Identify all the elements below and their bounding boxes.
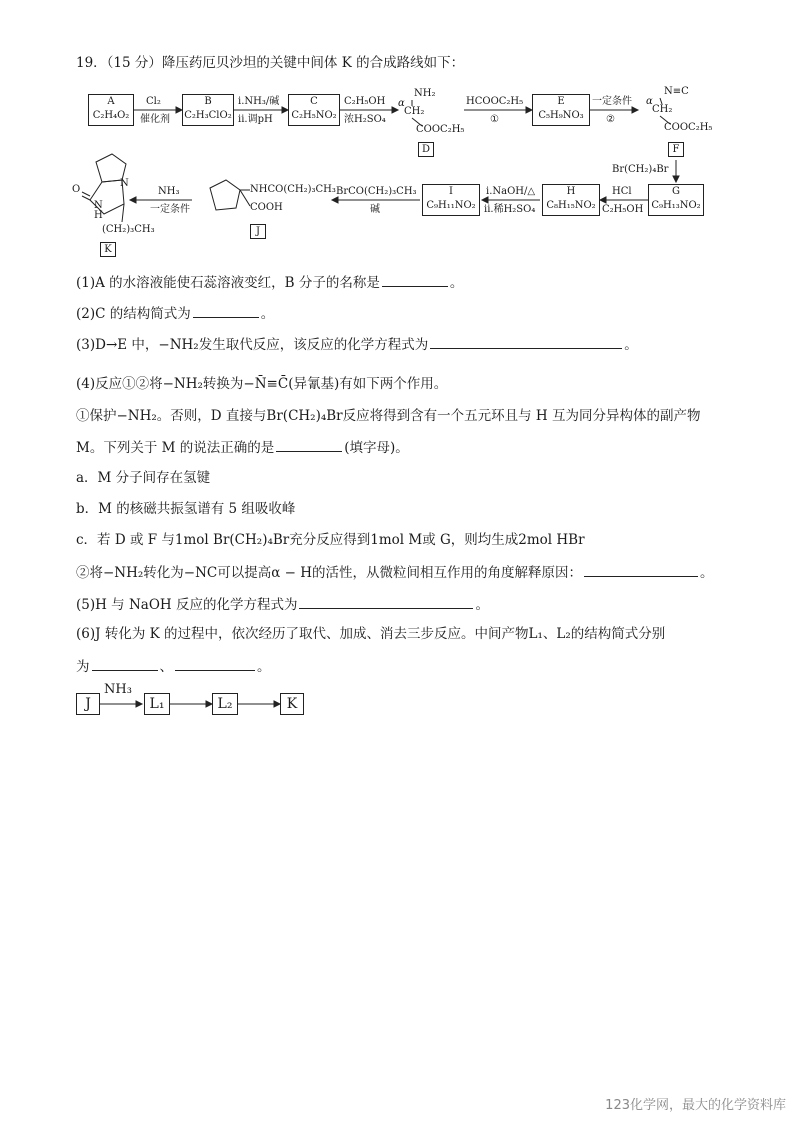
option-a: a．M 分子间存在氢键 xyxy=(76,470,211,486)
reagent-ef-bottom: ② xyxy=(606,114,615,125)
reagent-ef-top: 一定条件 xyxy=(592,96,632,107)
q4-part2-end: 。 xyxy=(700,565,714,581)
q1-end: 。 xyxy=(449,275,464,291)
compound-h-box xyxy=(542,184,600,216)
reagent-de-top: HCOOC₂H₅ xyxy=(466,96,524,107)
q5-text: (5)H 与 NaOH 反应的化学方程式为 xyxy=(76,597,298,613)
reagent-hi-top: i.NaOH/△ xyxy=(486,186,536,197)
question-header: 19．（15 分）降压药厄贝沙坦的关键中间体 K 的合成路线如下： xyxy=(76,55,465,71)
conversion-flow xyxy=(0,680,794,730)
reagent-fg: Br(CH₂)₄Br xyxy=(612,164,669,175)
f-nc: N≡C xyxy=(664,86,689,97)
option-c: c．若 D 或 F 与1mol Br(CH₂)₄Br充分反应得到1mol M或 G，则均生成2mol HBr xyxy=(76,532,585,548)
flow-l2-box: L₂ xyxy=(212,693,238,715)
q6-answer-blank-l1[interactable] xyxy=(92,656,158,671)
compound-h-name: H xyxy=(566,186,576,197)
reagent-gh-top: HCl xyxy=(612,186,632,197)
q4-part1-answer-blank[interactable] xyxy=(276,437,342,452)
q4-part1-line1: ①保护−NH₂。否则，D 直接与Br(CH₂)₄Br反应将得到含有一个五元环且与 H 互为同分异构体的副产物 xyxy=(76,408,701,424)
compound-g-formula: C₉H₁₃NO₂ xyxy=(651,200,701,211)
compound-c-formula: C₂H₅NO₂ xyxy=(291,110,337,121)
q1 xyxy=(76,272,463,292)
q4-part1-line2 xyxy=(76,437,409,457)
f-ester: COOC₂H₅ xyxy=(664,122,713,133)
compound-b-box xyxy=(182,94,234,126)
compound-c-box xyxy=(288,94,340,126)
k-oxygen: O xyxy=(72,184,81,195)
q4-part1-end: (填字母)。 xyxy=(344,440,409,456)
k-imine-n: N xyxy=(120,178,129,189)
q6-line2 xyxy=(76,656,271,676)
compound-f-tag: F xyxy=(668,142,684,157)
reagent-ij-top: BrCO(CH₂)₃CH₃ xyxy=(336,186,417,197)
d-ch2: CH₂ xyxy=(404,106,425,117)
site-footer: 123化学网，最大的化学资料库 xyxy=(605,1098,786,1113)
q2-text: (2)C 的结构简式为 xyxy=(76,306,191,322)
compound-j-tag: J xyxy=(250,224,266,239)
compound-e-box xyxy=(532,94,590,126)
q6-line1: (6)J 转化为 K 的过程中，依次经历了取代、加成、消去三步反应。中间产物L₁、L₂的结构简式分别 xyxy=(76,626,666,642)
compound-d-tag: D xyxy=(418,142,434,157)
reagent-gh-bottom: C₂H₅OH xyxy=(602,204,644,215)
reagent-hi-bottom: ii.稀H₂SO₄ xyxy=(484,204,536,215)
d-nh2: NH₂ xyxy=(414,88,436,99)
compound-c-name: C xyxy=(310,96,318,107)
compound-b-formula: C₂H₃ClO₂ xyxy=(184,110,232,121)
reagent-de-bottom: ① xyxy=(490,114,499,125)
reagent-jk-bottom: 一定条件 xyxy=(150,204,190,215)
compound-g-box xyxy=(648,184,704,216)
reagent-cd-bottom: 浓H₂SO₄ xyxy=(344,114,386,125)
flow-l1-box: L₁ xyxy=(144,693,170,715)
compound-k-tag: K xyxy=(100,242,116,257)
q6-end: 。 xyxy=(257,659,271,675)
q4-part2-answer-blank[interactable] xyxy=(584,562,698,577)
q1-answer-blank[interactable] xyxy=(382,272,448,287)
j-substituent-cooh: COOH xyxy=(250,202,283,213)
compound-h-formula: C₈H₁₅NO₂ xyxy=(546,200,596,211)
compound-b-name: B xyxy=(204,96,212,107)
compound-i-box xyxy=(422,184,480,216)
q3-text: (3)D→E 中，−NH₂发生取代反应，该反应的化学方程式为 xyxy=(76,337,429,353)
q3 xyxy=(76,334,638,354)
reagent-ab-bottom: 催化剂 xyxy=(140,114,170,125)
flow-reagent-nh3: NH₃ xyxy=(104,682,132,697)
f-ch2: CH₂ xyxy=(652,104,673,115)
compound-i-formula: C₉H₁₁NO₂ xyxy=(426,200,476,211)
reagent-bc-top: i.NH₃/碱 xyxy=(238,96,280,107)
synthesis-route xyxy=(0,0,794,270)
k-butyl-chain: (CH₂)₃CH₃ xyxy=(102,224,155,235)
reagent-ij-bottom: 碱 xyxy=(370,204,380,215)
compound-i-name: I xyxy=(449,186,453,197)
q1-text: (1)A 的水溶液能使石蕊溶液变红，B 分子的名称是 xyxy=(76,275,380,291)
q3-end: 。 xyxy=(624,337,638,353)
q4-intro: (4)反应①②将−NH₂转换为−N̄≡C̄(异氰基)有如下两个作用。 xyxy=(76,376,448,392)
compound-a-name: A xyxy=(107,96,115,107)
q4-part2 xyxy=(76,562,714,582)
reagent-bc-bottom: ii.调pH xyxy=(238,114,273,125)
q4-part1-text: M。下列关于 M 的说法正确的是 xyxy=(76,440,275,456)
j-substituent-amide: NHCO(CH₂)₃CH₃ xyxy=(250,184,336,195)
q4-part2-text: ②将−NH₂转化为−NC可以提高α − H的活性，从微粒间相互作用的角度解释原因： xyxy=(76,565,583,581)
reagent-cd-top: C₂H₅OH xyxy=(344,96,386,107)
d-ester: COOC₂H₅ xyxy=(416,124,465,135)
k-amide-h: H xyxy=(94,210,103,221)
reagent-jk-top: NH₃ xyxy=(158,186,180,197)
k-amide-n: N xyxy=(94,200,103,211)
q3-answer-blank[interactable] xyxy=(430,334,622,349)
q6-text: 为 xyxy=(76,659,90,675)
q2-end: 。 xyxy=(260,306,275,322)
d-alpha: α xyxy=(398,98,405,109)
compound-a-formula: C₂H₄O₂ xyxy=(92,110,130,121)
reagent-ab-top: Cl₂ xyxy=(146,96,161,107)
compound-g-name: G xyxy=(672,186,680,197)
q5 xyxy=(76,594,489,614)
q6-separator: 、 xyxy=(159,659,173,675)
q2 xyxy=(76,303,274,323)
q5-end: 。 xyxy=(475,597,489,613)
compound-e-name: E xyxy=(557,96,565,107)
flow-k-box: K xyxy=(280,693,304,715)
q6-answer-blank-l2[interactable] xyxy=(175,656,255,671)
q5-answer-blank[interactable] xyxy=(299,594,473,609)
option-b: b．M 的核磁共振氢谱有 5 组吸收峰 xyxy=(76,501,296,517)
q2-answer-blank[interactable] xyxy=(193,303,259,318)
compound-e-formula: C₅H₉NO₃ xyxy=(538,110,584,121)
f-alpha: α xyxy=(646,96,653,107)
compound-a-box xyxy=(88,94,134,126)
flow-j-box: J xyxy=(76,693,100,715)
